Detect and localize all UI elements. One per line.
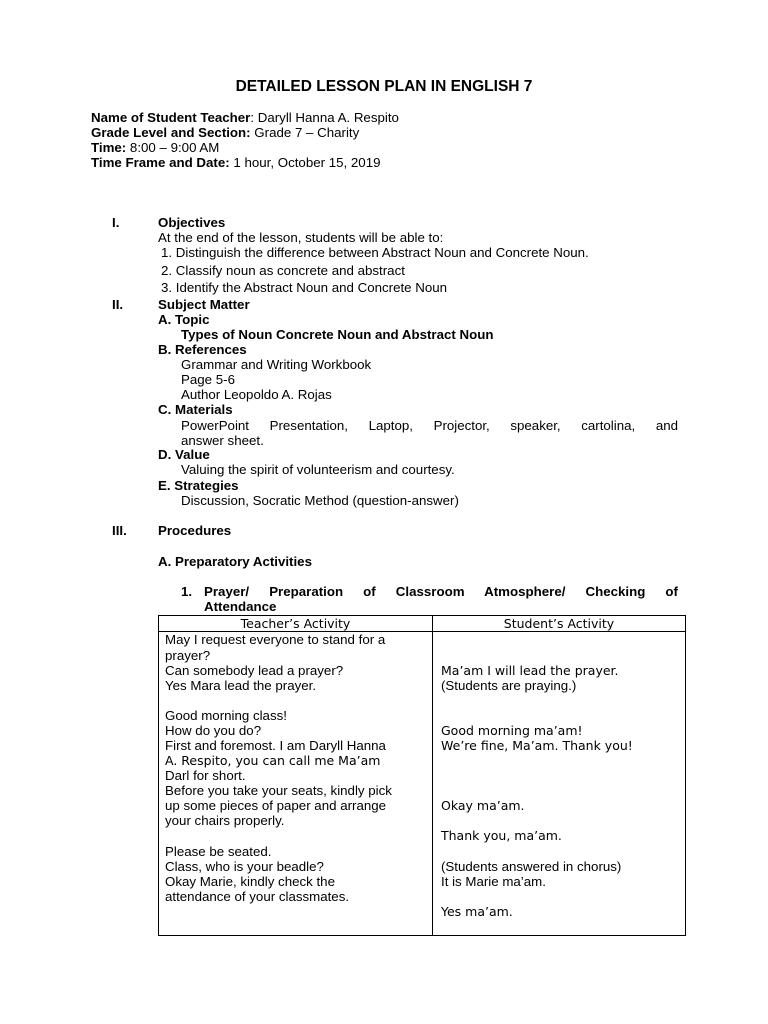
grade-label: Grade Level and Section: <box>91 125 251 140</box>
teacher-line: Class, who is your beadle? <box>165 859 324 874</box>
step-number: 1. <box>181 584 193 599</box>
timeframe-label: Time Frame and Date: <box>91 155 230 170</box>
objectives-intro: At the end of the lesson, students will be able to: <box>158 230 444 245</box>
student-line: Okay ma’am. <box>441 798 525 813</box>
timeframe-value: 1 hour, October 15, 2019 <box>229 155 381 170</box>
student-activity-cell <box>433 632 686 936</box>
document-title: DETAILED LESSON PLAN IN ENGLISH 7 <box>235 78 533 95</box>
topic-label: A. Topic <box>158 312 210 327</box>
teacher-line: How do you do? <box>165 723 262 738</box>
teacher-line: Please be seated. <box>165 844 272 859</box>
teacher-line: Good morning class! <box>165 708 287 723</box>
objectives-number: I. <box>112 215 120 230</box>
student-teacher-value: : Daryll Hanna A. Respito <box>250 110 399 125</box>
references-label: B. References <box>158 342 247 357</box>
procedures-number: III. <box>112 523 127 538</box>
student-line: Ma’am I will lead the prayer. <box>441 663 619 678</box>
student-line: Thank you, ma’am. <box>441 828 562 843</box>
reference-item: Author Leopoldo A. Rojas <box>181 387 332 402</box>
teacher-line: Yes Mara lead the prayer. <box>165 678 317 693</box>
student-teacher-line <box>91 110 399 125</box>
student-line: Good morning ma’am! <box>441 723 583 738</box>
subject-matter-heading: Subject Matter <box>158 297 250 312</box>
time-value: 8:00 – 9:00 AM <box>126 140 220 155</box>
time-line <box>91 140 219 155</box>
step-title-line: Prayer/ Preparation of Classroom Atmosphere/ Checking of <box>204 584 678 599</box>
reference-item: Grammar and Writing Workbook <box>181 357 372 372</box>
strategies-text: Discussion, Socratic Method (question-answer) <box>181 493 459 508</box>
teacher-line: attendance of your classmates. <box>165 889 350 904</box>
teacher-line: First and foremost. I am Daryll Hanna <box>165 738 386 753</box>
teacher-line: Okay Marie, kindly check the <box>165 874 335 889</box>
teacher-line: up some pieces of paper and arrange <box>165 798 387 813</box>
student-activity-header: Student’s Activity <box>433 616 686 632</box>
reference-item: Page 5-6 <box>181 372 235 387</box>
teacher-line: prayer? <box>165 648 211 663</box>
student-teacher-label: Name of Student Teacher <box>91 110 251 125</box>
objective-item: 1. Distinguish the difference between Abstract Noun and Concrete Noun. <box>161 245 589 260</box>
time-label: Time: <box>91 140 127 155</box>
objectives-heading: Objectives <box>158 215 226 230</box>
strategies-label: E. Strategies <box>158 478 239 493</box>
subject-matter-number: II. <box>112 297 124 312</box>
preparatory-activities-label: A. Preparatory Activities <box>158 554 312 569</box>
teacher-activity-cell <box>159 632 433 936</box>
grade-value: Grade 7 – Charity <box>250 125 360 140</box>
materials-label: C. Materials <box>158 402 233 417</box>
materials-line: PowerPoint Presentation, Laptop, Projector, speaker, cartolina, and <box>181 418 678 433</box>
step-title-line: Attendance <box>204 599 277 614</box>
value-label: D. Value <box>158 447 210 462</box>
value-text: Valuing the spirit of volunteerism and courtesy. <box>181 462 455 477</box>
teacher-line: May I request everyone to stand for a <box>165 632 386 647</box>
student-line: (Students are praying.) <box>441 678 577 693</box>
timeframe-line <box>91 155 381 170</box>
teacher-line: your chairs properly. <box>165 813 285 828</box>
objective-item: 3. Identify the Abstract Noun and Concrete Noun <box>161 280 448 295</box>
teacher-line: Darl for short. <box>165 768 246 783</box>
objective-item: 2. Classify noun as concrete and abstract <box>161 263 405 278</box>
teacher-activity-header: Teacher’s Activity <box>159 616 433 632</box>
student-line: Yes ma’am. <box>441 904 513 919</box>
materials-line: answer sheet. <box>181 433 264 448</box>
teacher-line: A. Respito, you can call me Ma’am <box>165 753 381 768</box>
topic-value: Types of Noun Concrete Noun and Abstract Noun <box>181 327 494 342</box>
student-line: We’re fine, Ma’am. Thank you! <box>441 738 633 753</box>
procedures-heading: Procedures <box>158 523 232 538</box>
teacher-line: Before you take your seats, kindly pick <box>165 783 392 798</box>
activity-table <box>158 615 686 936</box>
grade-line <box>91 125 359 140</box>
student-line: (Students answered in chorus) <box>441 859 622 874</box>
student-line: It is Marie ma’am. <box>441 874 546 889</box>
teacher-line: Can somebody lead a prayer? <box>165 663 344 678</box>
